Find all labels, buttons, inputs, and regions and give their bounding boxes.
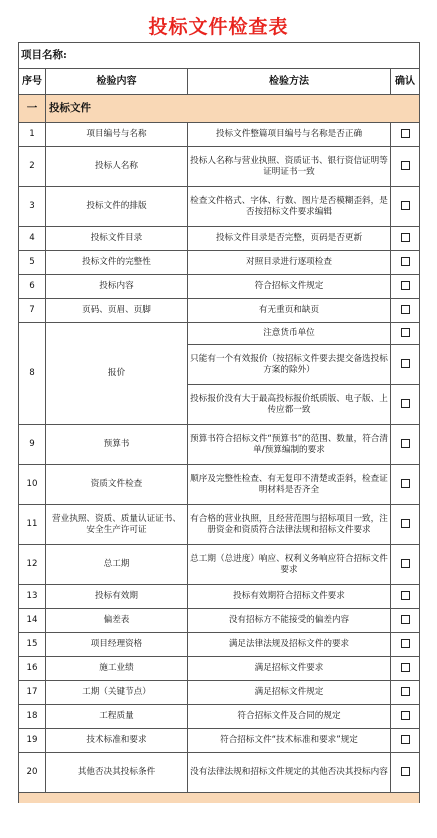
confirm-cell xyxy=(391,123,420,147)
row-method: 有合格的营业执照，且经营范围与招标项目一致，注册资金和资质符合法律法规和招标文件要求 xyxy=(188,505,391,545)
row-content: 投标文件的完整性 xyxy=(46,251,188,275)
confirm-checkbox[interactable] xyxy=(401,305,410,314)
row-number: 17 xyxy=(19,681,46,705)
confirm-checkbox[interactable] xyxy=(401,439,410,448)
confirm-checkbox[interactable] xyxy=(401,767,410,776)
row-method: 满足法律法规及招标文件的要求 xyxy=(188,633,391,657)
row-content: 投标人名称 xyxy=(46,147,188,187)
row-content: 营业执照、资质、质量认证证书、安全生产许可证 xyxy=(46,505,188,545)
row-content: 偏差表 xyxy=(46,609,188,633)
row-content: 报价 xyxy=(46,323,188,425)
row-content: 总工期 xyxy=(46,545,188,585)
confirm-checkbox[interactable] xyxy=(401,399,410,408)
project-name-row xyxy=(19,43,420,69)
table-row xyxy=(19,187,420,227)
confirm-checkbox[interactable] xyxy=(401,129,410,138)
row-method: 符合招标文件“技术标准和要求”规定 xyxy=(188,729,391,753)
confirm-checkbox[interactable] xyxy=(401,687,410,696)
table-row xyxy=(19,323,420,345)
row-method: 投标人名称与营业执照、资质证书、银行资信证明等证明证书一致 xyxy=(188,147,391,187)
row-method: 注意货币单位 xyxy=(188,323,391,345)
row-number: 18 xyxy=(19,705,46,729)
table-row xyxy=(19,465,420,505)
section-title: 投标文件 xyxy=(46,95,420,123)
row-number: 5 xyxy=(19,251,46,275)
confirm-cell xyxy=(391,505,420,545)
table-row xyxy=(19,609,420,633)
confirm-checkbox[interactable] xyxy=(401,161,410,170)
confirm-cell xyxy=(391,729,420,753)
table-row xyxy=(19,681,420,705)
table-row xyxy=(19,227,420,251)
confirm-cell xyxy=(391,657,420,681)
row-method: 符合招标文件及合同的规定 xyxy=(188,705,391,729)
row-method: 投标有效期符合招标文件要求 xyxy=(188,585,391,609)
project-name-label: 项目名称: xyxy=(19,43,420,69)
confirm-cell xyxy=(391,299,420,323)
row-number: 16 xyxy=(19,657,46,681)
row-number: 12 xyxy=(19,545,46,585)
row-method: 对照目录进行逐项检查 xyxy=(188,251,391,275)
row-content: 投标文件的排版 xyxy=(46,187,188,227)
row-content: 资质文件检查 xyxy=(46,465,188,505)
confirm-checkbox[interactable] xyxy=(401,615,410,624)
row-content: 页码、页眉、页脚 xyxy=(46,299,188,323)
confirm-cell xyxy=(391,609,420,633)
row-content: 投标有效期 xyxy=(46,585,188,609)
confirm-cell xyxy=(391,227,420,251)
row-content: 其他否决其投标条件 xyxy=(46,753,188,793)
row-method: 投标文件目录是否完整，页码是否更新 xyxy=(188,227,391,251)
confirm-cell xyxy=(391,345,420,385)
checklist-table xyxy=(18,42,420,803)
row-method: 满足招标文件要求 xyxy=(188,657,391,681)
confirm-cell xyxy=(391,187,420,227)
row-method: 投标文件整篇项目编号与名称是否正确 xyxy=(188,123,391,147)
table-row xyxy=(19,657,420,681)
row-content: 投标文件目录 xyxy=(46,227,188,251)
confirm-cell xyxy=(391,681,420,705)
row-content: 预算书 xyxy=(46,425,188,465)
confirm-cell xyxy=(391,385,420,425)
confirm-cell xyxy=(391,585,420,609)
table-row xyxy=(19,753,420,793)
confirm-checkbox[interactable] xyxy=(401,559,410,568)
row-content: 项目编号与名称 xyxy=(46,123,188,147)
confirm-checkbox[interactable] xyxy=(401,735,410,744)
confirm-checkbox[interactable] xyxy=(401,233,410,242)
row-content: 投标内容 xyxy=(46,275,188,299)
row-number: 8 xyxy=(19,323,46,425)
row-method: 符合招标文件规定 xyxy=(188,275,391,299)
confirm-checkbox[interactable] xyxy=(401,328,410,337)
confirm-checkbox[interactable] xyxy=(401,663,410,672)
confirm-checkbox[interactable] xyxy=(401,591,410,600)
row-method: 预算书符合招标文件“预算书”的范围、数量，符合清单/预算编制的要求 xyxy=(188,425,391,465)
row-method: 顺序及完整性检查、有无复印不清楚或歪斜，检查证明材料是否齐全 xyxy=(188,465,391,505)
table-row xyxy=(19,299,420,323)
header-row xyxy=(19,69,420,95)
next-section-row xyxy=(19,793,420,804)
row-method: 有无重页和缺页 xyxy=(188,299,391,323)
confirm-cell xyxy=(391,465,420,505)
row-method: 只能有一个有效报价（按招标文件要去提交备选投标方案的除外） xyxy=(188,345,391,385)
confirm-cell xyxy=(391,425,420,465)
confirm-cell xyxy=(391,147,420,187)
row-content: 技术标准和要求 xyxy=(46,729,188,753)
table-row xyxy=(19,729,420,753)
table-row xyxy=(19,545,420,585)
row-method: 没有招标方不能接受的偏差内容 xyxy=(188,609,391,633)
table-row xyxy=(19,425,420,465)
row-number: 13 xyxy=(19,585,46,609)
row-number: 1 xyxy=(19,123,46,147)
row-number: 2 xyxy=(19,147,46,187)
confirm-cell xyxy=(391,753,420,793)
row-number: 19 xyxy=(19,729,46,753)
section-row xyxy=(19,95,420,123)
next-section-band xyxy=(19,793,420,804)
confirm-cell xyxy=(391,275,420,299)
table-row xyxy=(19,123,420,147)
confirm-cell xyxy=(391,545,420,585)
page-title: 投标文件检查表 xyxy=(148,16,289,38)
confirm-checkbox[interactable] xyxy=(401,711,410,720)
table-row xyxy=(19,275,420,299)
row-number: 11 xyxy=(19,505,46,545)
confirm-checkbox[interactable] xyxy=(401,479,410,488)
confirm-checkbox[interactable] xyxy=(401,257,410,266)
table-row xyxy=(19,633,420,657)
confirm-cell xyxy=(391,251,420,275)
confirm-checkbox[interactable] xyxy=(401,201,410,210)
table-row xyxy=(19,705,420,729)
row-number: 9 xyxy=(19,425,46,465)
header-confirm: 确认 xyxy=(391,69,420,95)
row-number: 14 xyxy=(19,609,46,633)
table-row xyxy=(19,147,420,187)
header-method: 检验方法 xyxy=(188,69,391,95)
row-method: 没有法律法规和招标文件规定的其他否决其投标内容 xyxy=(188,753,391,793)
row-method: 检查文件格式、字体、行数、图片是否模糊歪斜，是否按招标文件要求编辑 xyxy=(188,187,391,227)
confirm-cell xyxy=(391,633,420,657)
row-number: 10 xyxy=(19,465,46,505)
row-content: 项目经理资格 xyxy=(46,633,188,657)
row-number: 3 xyxy=(19,187,46,227)
row-method: 投标报价没有大于最高投标报价纸质版、电子版、上传应都一致 xyxy=(188,385,391,425)
table-row xyxy=(19,585,420,609)
row-number: 15 xyxy=(19,633,46,657)
confirm-cell xyxy=(391,705,420,729)
row-method: 满足招标文件规定 xyxy=(188,681,391,705)
row-method: 总工期（总进度）响应、权利义务响应符合招标文件要求 xyxy=(188,545,391,585)
confirm-checkbox[interactable] xyxy=(401,359,410,368)
row-content: 工程质量 xyxy=(46,705,188,729)
confirm-checkbox[interactable] xyxy=(401,519,410,528)
row-number: 4 xyxy=(19,227,46,251)
row-number: 6 xyxy=(19,275,46,299)
confirm-cell xyxy=(391,323,420,345)
header-content: 检验内容 xyxy=(46,69,188,95)
section-no: 一 xyxy=(19,95,46,123)
row-content: 工期（关键节点） xyxy=(46,681,188,705)
table-row xyxy=(19,251,420,275)
confirm-checkbox[interactable] xyxy=(401,281,410,290)
row-number: 20 xyxy=(19,753,46,793)
row-number: 7 xyxy=(19,299,46,323)
table-row xyxy=(19,505,420,545)
confirm-checkbox[interactable] xyxy=(401,639,410,648)
row-content: 施工业绩 xyxy=(46,657,188,681)
header-no: 序号 xyxy=(19,69,46,95)
